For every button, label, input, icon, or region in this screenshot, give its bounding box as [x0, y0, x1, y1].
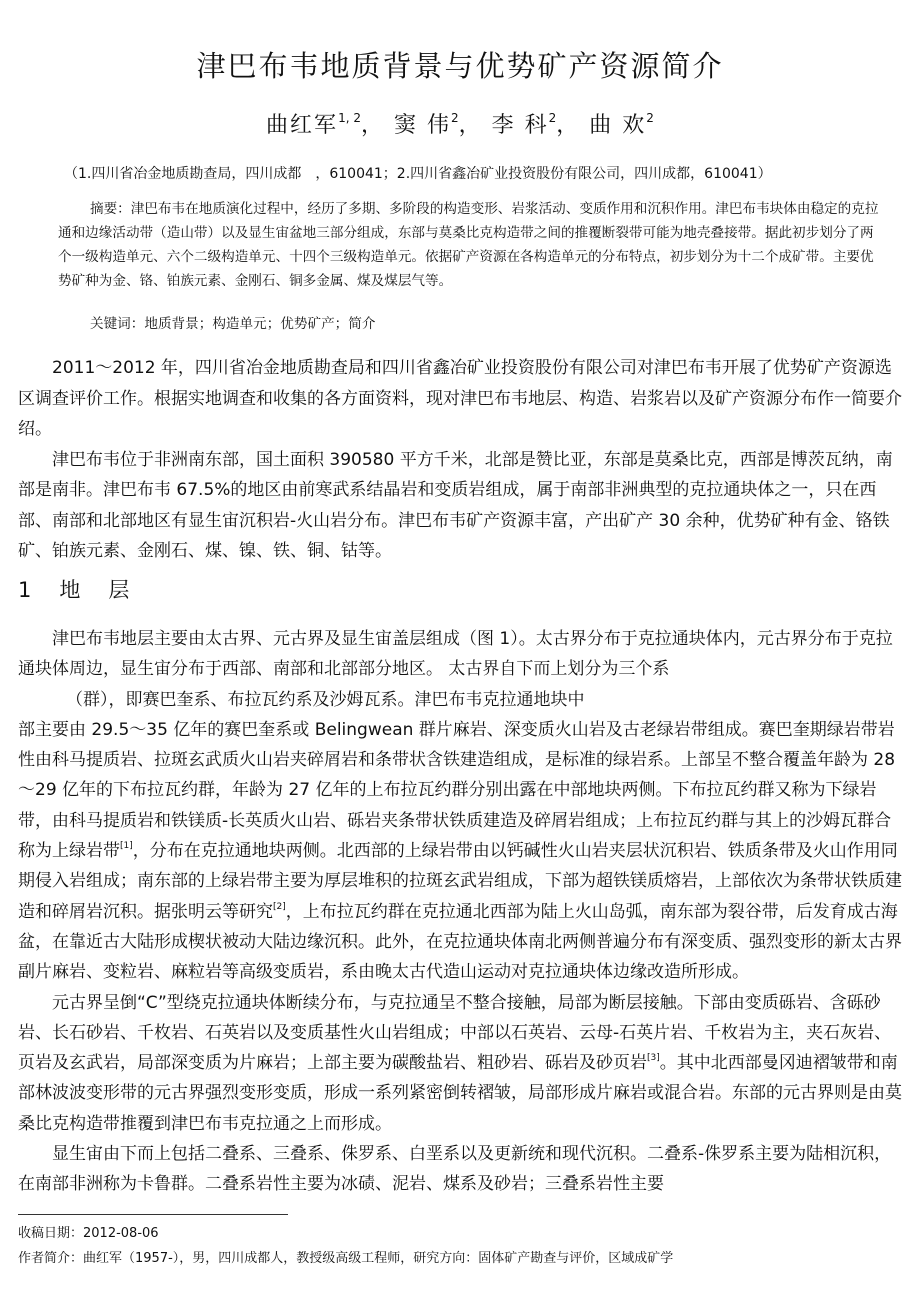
text-run: 元古界呈倒“C”型绕克拉通块体断续分布，与克拉通呈不整合接触，局部为断层接触。下部由变质砾岩、含砾砂岩、长石砂岩、千枚岩、石英岩以及变质基性火山岩组成；中部以石英岩、云母-石英片岩、千枚岩为主，夹石灰岩、页岩及玄武岩，局部深变质为片麻岩；上部主要为碳酸盐岩、粗砂岩、砾岩及砂页岩: [18, 992, 892, 1074]
citation-ref: [2]: [273, 901, 286, 912]
author-separator: ，: [458, 113, 483, 138]
author-list: [0, 108, 920, 139]
paragraph: 津巴布韦地层主要由太古界、元古界及显生宙盖层组成（图 1）。太古界分布于克拉通块体内，元古界分布于克拉通块体周边，显生宙分布于西部、南部和北部部分地区。 太古界自下而上划分为三个系: [18, 629, 893, 680]
author-affiliation-mark: 1, 2: [338, 111, 361, 125]
author-bio: 作者简介：曲红军（1957-），男，四川成都人，教授级高级工程师，研究方向：固体矿产勘查与评价，区域成矿学: [18, 1251, 674, 1266]
received-date: 收稿日期：2012-08-06: [18, 1226, 159, 1241]
section-body: [18, 624, 908, 1200]
abstract-text: 津巴布韦在地质演化过程中，经历了多期、多阶段的构造变形、岩浆活动、变质作用和沉积作用。津巴布韦块体由稳定的克拉通和边缘活动带（造山带）以及显生宙盆地三部分组成，东部与莫桑比克构造带之间的推覆断裂带可能为地壳叠接带。据此初步划分了两个一级构造单元、六个二级构造单元、十四个三级构造单元。依据矿产资源在各构造单元的分布特点，初步划分为十二个成矿带。主要优势矿种为金、铬、铂族元素、金刚石、铜多金属、煤及煤层气等。: [58, 201, 879, 289]
author-separator: ，: [556, 113, 581, 138]
paper-title: 津巴布韦地质背景与优势矿产资源简介: [196, 49, 724, 83]
abstract-label: 摘要：: [90, 201, 131, 217]
keywords-text: 地质背景；构造单元；优势矿产；简介: [144, 316, 376, 332]
text-run: ，分布在克拉通地块两侧。北西部的上绿岩带由以钙碱性火山岩夹层状沉积岩、铁质条带及火山作用同期侵入岩组成；南东部的上绿岩带主要为厚层堆积的拉斑玄武岩组成，下部为超铁镁质熔岩，上部依次为条带状铁质建造和碎屑岩沉积。据张明云等研究: [18, 841, 902, 922]
citation-ref: [3]: [647, 1053, 660, 1064]
paragraph: [18, 988, 908, 1139]
footnote-divider: [18, 1214, 288, 1215]
keywords-label: 关键词：: [90, 316, 145, 332]
section-number: 1: [18, 578, 34, 602]
abstract: [58, 197, 883, 293]
paragraph-continuation: [18, 685, 908, 715]
author-name: 曲红军: [266, 113, 339, 138]
text-run: 。其中北西部曼冈迪褶皱带和南部林波波变形带的元古界强烈变形变质，形成一系列紧密倒转褶皱，局部形成片麻岩或混合岩。东部的元古界则是由莫桑比克构造带推覆到津巴布韦克拉通之上而形成。: [18, 1053, 902, 1134]
author-affiliation-mark: 2: [450, 111, 459, 125]
introduction: [18, 353, 908, 567]
paragraph: 2011～2012 年，四川省冶金地质勘查局和四川省鑫冶矿业投资股份有限公司对津巴布韦开展了优势矿产资源选区调查评价工作。根据实地调查和收集的各方面资料，现对津巴布韦地层、构造、岩浆岩以及矿产资源分布作一简要介绍。: [18, 358, 902, 439]
section-title-char: 地: [59, 578, 83, 602]
author-name: 李 科: [491, 113, 549, 138]
author-separator: ，: [360, 113, 385, 138]
paragraph-continuation: [18, 715, 908, 988]
author-name: 窦 伟: [393, 113, 451, 138]
text-run: 部主要由 29.5～35 亿年的赛巴奎系或 Belingwean 群片麻岩、深变质火山岩及古老绿岩带组成。赛巴奎期绿岩带岩性由科马提质岩、拉斑玄武质火山岩夹碎屑岩和条带状含铁建造组成，是标准的绿岩系。上部呈不整合覆盖年龄为 28～29 亿年的下布拉瓦约群，年龄为 27 亿年的上布拉瓦约群分别出露在中部地块两侧。下布拉瓦约群又称为下绿岩带，由科马提质岩和铁镁质-长英质火山岩、砾岩夹条带状铁质建造及碎屑岩组成；上布拉瓦约群与其上的沙姆瓦群合称为上绿岩带: [18, 719, 896, 862]
author-name: 曲 欢: [589, 113, 647, 138]
keywords: [90, 313, 880, 335]
affiliation: （1.四川省冶金地质勘查局，四川成都 ，610041；2.四川省鑫冶矿业投资股份有限公司，四川成都，610041）: [64, 166, 772, 182]
author-affiliation-mark: 2: [548, 111, 557, 125]
citation-ref: [1]: [120, 841, 133, 852]
author-affiliation-mark: 2: [646, 111, 654, 125]
text-run: ，上布拉瓦约群在克拉通北西部为陆上火山岛弧，南东部为裂谷带，后发育成古海盆，在靠近古大陆形成楔状被动大陆边缘沉积。此外，在克拉通块体南北两侧普遍分布有深变质、强烈变形的新太古界副片麻岩、变粒岩、麻粒岩等高级变质岩，系由晚太古代造山运动对克拉通块体边缘改造所形成。: [18, 901, 902, 983]
paragraph: 津巴布韦位于非洲南东部，国土面积 390580 平方千米，北部是赞比亚，东部是莫桑比克，西部是博茨瓦纳，南部是南非。津巴布韦 67.5%的地区由前寒武系结晶岩和变质岩组成，属于南部非洲典型的克拉通块体之一，只在西部、南部和北部地区有显生宙沉积岩-火山岩分布。津巴布韦矿产资源丰富，产出矿产 30 余种，优势矿种有金、铬铁矿、铂族元素、金刚石、煤、镍、铁、铜、钴等。: [18, 449, 893, 561]
paragraph: 显生宙由下而上包括二叠系、三叠系、侏罗系、白垩系以及更新统和现代沉积。二叠系-侏罗系主要为陆相沉积，在南部非洲称为卡鲁群。二叠系岩性主要为冰碛、泥岩、煤系及砂岩；三叠系岩性主要: [18, 1144, 892, 1195]
section-heading: [18, 574, 131, 604]
indented-line: （群），即赛巴奎系、布拉瓦约系及沙姆瓦系。津巴布韦克拉通地块中: [66, 689, 585, 710]
section-title-char: 层: [108, 578, 132, 602]
